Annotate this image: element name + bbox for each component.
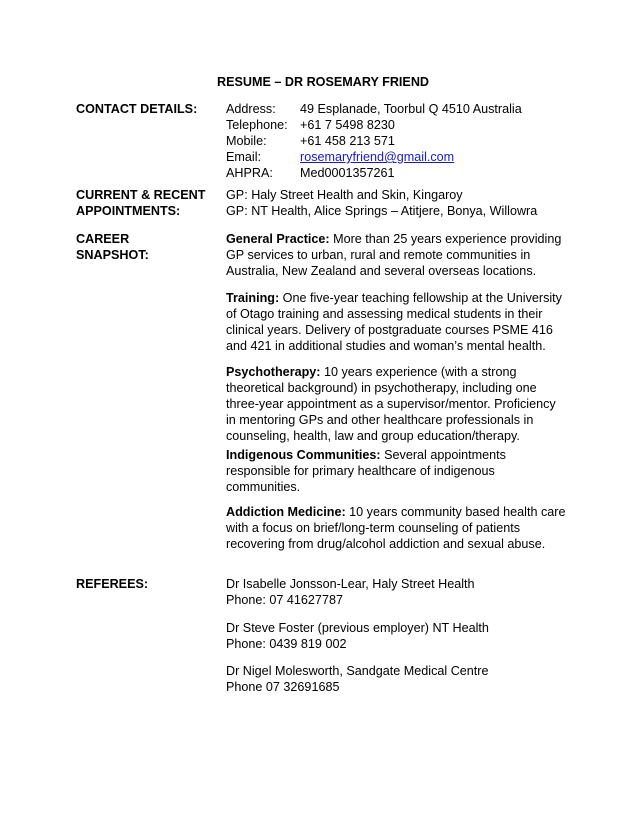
referee-phone: Phone: 07 41627787 [226,593,343,607]
telephone-key: Telephone: [226,118,288,132]
ahpra-row [226,165,571,181]
email-row [226,149,571,165]
referee-name: Dr Steve Foster (previous employer) NT Health [226,621,489,635]
appointments-list [226,187,571,219]
contact-details-label: CONTACT DETAILS: [76,102,198,116]
telephone-value: +61 7 5498 8230 [300,118,395,132]
referee-name: Dr Isabelle Jonsson-Lear, Haly Street Health [226,577,475,591]
psychotherapy-line: three-year appointment as a supervisor/mentor. Proficiency [226,397,556,411]
training-line: and 421 in additional studies and woman’s mental health. [226,339,546,353]
address-row [226,101,571,117]
addiction-para [226,504,571,552]
addiction-line: recovering from drug/alcohol addiction and sexual abuse. [226,537,546,551]
appointments-label [76,187,205,219]
psychotherapy-line: counseling, health, law and group education/therapy. [226,429,520,443]
career-general-practice [226,231,571,279]
training-line: clinical years. Delivery of postgraduate courses PSME 416 [226,323,553,337]
indigenous-line: Several appointments [380,448,506,462]
mobile-key: Mobile: [226,134,267,148]
career-psychotherapy [226,364,571,444]
mobile-row [226,133,571,149]
ahpra-key: AHPRA: [226,166,273,180]
indigenous-line: responsible for primary healthcare of indigenous [226,464,495,478]
address-key: Address: [226,102,276,116]
mobile-value: +61 458 213 571 [300,134,395,148]
referee-entry [226,576,571,608]
general-practice-line: Australia, New Zealand and several overseas locations. [226,264,537,278]
training-para [226,290,571,354]
career-label-line: SNAPSHOT: [76,248,149,262]
indigenous-line: communities. [226,480,301,494]
indigenous-heading: Indigenous Communities: [226,448,381,462]
addiction-heading: Addiction Medicine: [226,505,346,519]
resume-title: RESUME – DR ROSEMARY FRIEND [217,75,430,89]
appointments-label-line: CURRENT & RECENT [76,188,206,202]
email-key: Email: [226,150,261,164]
psychotherapy-heading: Psychotherapy: [226,365,321,379]
referee-phone: Phone 07 32691685 [226,680,340,694]
training-line: One five-year teaching fellowship at the University [279,291,562,305]
general-practice-line: More than 25 years experience providing [329,232,562,246]
career-indigenous [226,447,571,495]
appointment-item: GP: NT Health, Alice Springs – Atitjere, Bonya, Willowra [226,204,538,218]
career-label-line: CAREER [76,232,130,246]
appointment-item: GP: Haly Street Health and Skin, Kingaroy [226,188,463,202]
career-training [226,290,571,354]
general-practice-para [226,231,571,279]
email-link[interactable]: rosemaryfriend@gmail.com [300,150,455,164]
referee-entry [226,663,571,695]
career-snapshot-label [76,231,149,263]
referee-entry [226,620,571,652]
psychotherapy-para [226,364,571,444]
contact-details [226,101,571,181]
training-heading: Training: [226,291,280,305]
general-practice-heading: General Practice: [226,232,330,246]
address-value: 49 Esplanade, Toorbul Q 4510 Australia [300,102,522,116]
addiction-line: with a focus on brief/long-term counseling of patients [226,521,521,535]
psychotherapy-line: 10 years experience (with a strong [320,365,517,379]
appointments-label-line: APPOINTMENTS: [76,204,181,218]
telephone-row [226,117,571,133]
ahpra-value: Med0001357261 [300,166,395,180]
training-line: of Otago training and assessing medical students in their [226,307,543,321]
referee-phone: Phone: 0439 819 002 [226,637,347,651]
career-addiction [226,504,571,552]
referee-name: Dr Nigel Molesworth, Sandgate Medical Centre [226,664,489,678]
indigenous-para [226,447,571,495]
general-practice-line: GP services to urban, rural and remote communities in [226,248,531,262]
addiction-line: 10 years community based health care [345,505,566,519]
psychotherapy-line: theoretical background) in psychotherapy, including one [226,381,537,395]
psychotherapy-line: in mentoring GPs and other healthcare professionals in [226,413,534,427]
referees-label: REFEREES: [76,577,149,591]
